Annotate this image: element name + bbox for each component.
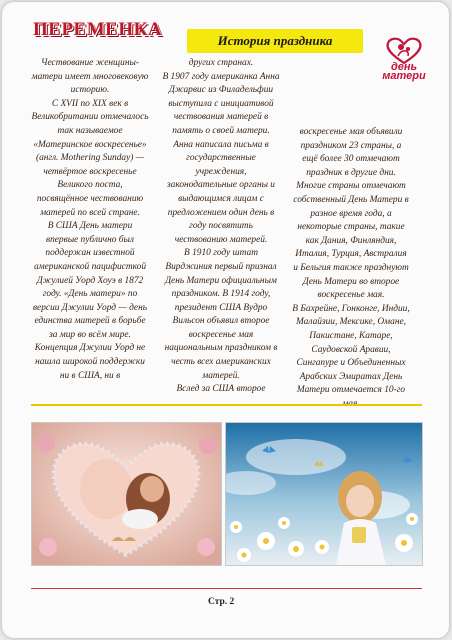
paragraph: Многие страны отмечают собственный День Матери в разное время года, а некоторые страны, такие как Дания, Финляндия, Италия, Турция, Австралия и Бельгия также празднуют День Матери во второе воскресенье мая. (293, 181, 409, 301)
paragraph: В Бахрейне, Гонконге, Индии, Малайзии, Мексике, Омане, Пакистане, Катаре, Саудовской Аравии, Сингапуре и Объединенных Арабских Эмиратах День Матери отмечается 10-го (292, 303, 410, 396)
page-number: Стр. 2 (208, 597, 235, 607)
logo-text (368, 63, 440, 81)
logo-line-1: день (390, 61, 418, 73)
section-title: История праздника (217, 33, 333, 48)
girl-daisies-image (225, 422, 423, 566)
logo-line-2: матери (382, 70, 426, 82)
paragraph: других странах. (188, 58, 254, 68)
paragraph: воскресенье мая объявили праздником 23 страны, а ещё более 30 отмечают праздник в другие дни. (299, 127, 403, 178)
masthead-title: ПЕРЕМЕНКА (33, 19, 163, 40)
section-title-banner (187, 29, 363, 53)
paragraph: Вслед за США второе (176, 384, 266, 395)
text-column-3 (292, 126, 410, 411)
divider-top (31, 404, 422, 406)
text-column-1 (31, 57, 149, 383)
page (2, 2, 449, 638)
paragraph: С XVII по XIX век в Великобритании отмечалось так называемое «Материнское воскресенье» (англ. Mothering Sunday) — четвёртое воскресенье Великого поста, посвящённое чествованию матерей по всей стране. (31, 98, 149, 218)
divider-bottom (31, 588, 422, 589)
mothers-day-logo (368, 36, 440, 88)
text-column-2 (162, 57, 280, 397)
paragraph: В 1910 году штат Вирджиния первый признал День Матери официальным праздником. В 1914 году, президент США Вудро Вильсон объявил второе воскресенье мая национальным праздником в честь всех американских матерей. (164, 248, 278, 381)
paragraph: В 1907 году американка Анна Джарвис из Филадельфии выступила с инициативой чествования матерей в память о своей матери. Анна написала письма в государственные учреждения, законодательные органы и выдающимся лицам с предложением один день в году посвятить чествованию матерей. (162, 71, 280, 245)
paragraph: Концепция Джулии Уорд не нашла широкой поддержки ни в США, ни в (34, 343, 146, 381)
paragraph: Чествование женщины-матери имеет многовековую историю. (31, 58, 149, 96)
mother-child-image (31, 422, 222, 566)
paragraph: В США День матери впервые публично был поддержан известной американской пацифисткой Джулией Уорд Хоуэ в 1872 году. «День матери» по версии Джулии Уорд — день единства матерей в борьбе за мир во всём мире. (32, 221, 148, 340)
